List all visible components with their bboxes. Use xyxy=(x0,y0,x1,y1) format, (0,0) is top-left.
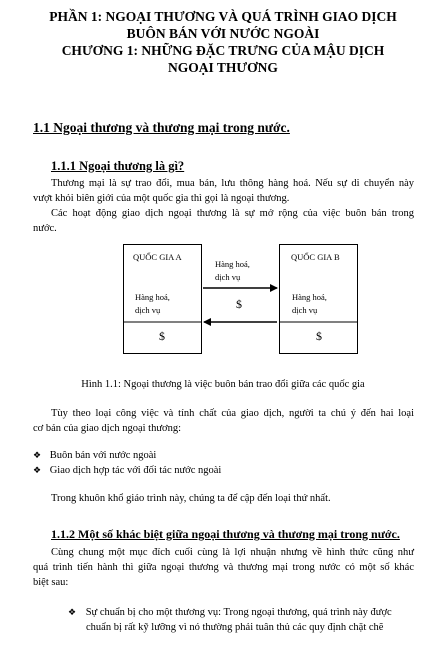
paragraph-1-line-2: vượt khỏi biên giới của một quốc gia thì gọi là ngoại thương. xyxy=(33,193,290,204)
country-b-label: QUỐC GIA B xyxy=(291,252,340,262)
middle-goods-line2: dịch vụ xyxy=(215,272,241,282)
paragraph-4: Trong khuôn khổ giáo trình này, chúng ta để cập đến loại thứ nhất. xyxy=(51,493,331,504)
chapter-title-line2: NGOẠI THƯƠNG xyxy=(168,60,278,75)
figure-caption: Hình 1.1: Ngoại thương là việc buôn bán trao đổi giữa các quốc gia xyxy=(81,379,365,390)
goods-b-line2: dịch vụ xyxy=(292,305,318,315)
dollar-sign-middle: $ xyxy=(236,297,242,311)
paragraph-3-line-2: cơ bản của giao dịch ngoại thương: xyxy=(33,423,182,434)
goods-a-line1: Hàng hoá, xyxy=(135,292,170,302)
goods-b-line1: Hàng hoá, xyxy=(292,292,327,302)
bullet-diamond-icon: ❖ xyxy=(33,450,42,460)
paragraph-5-line-3: biệt sau: xyxy=(33,577,69,588)
bullet-item xyxy=(33,448,156,463)
paragraph-3-line-1: Tùy theo loại công việc và tính chất của giao dịch, người ta chú ý đến hai loại xyxy=(51,408,414,419)
paragraph-2-line-1: Các hoạt động giao dịch ngoại thương là sự mở rộng của việc buôn bán trong xyxy=(51,208,414,219)
paragraph-1-line-1: Thương mại là sự trao đổi, mua bán, lưu thông hàng hoá. Nếu sự di chuyển này xyxy=(51,178,414,189)
bullet-item-preparation xyxy=(68,605,414,620)
country-a-box xyxy=(123,244,202,354)
bullet-diamond-icon: ❖ xyxy=(33,465,42,475)
paragraph-5-line-2: quá trình tiến hành thì giữa ngoại thương và thương mại trong nước có một số khác xyxy=(33,562,414,573)
chapter-title-line1: CHƯƠNG 1: NHỮNG ĐẶC TRƯNG CỦA MẬU DỊCH xyxy=(61,43,385,58)
goods-a-line2: dịch vụ xyxy=(135,305,161,315)
dollar-sign-b: $ xyxy=(316,329,322,343)
part-title-line2: BUÔN BÁN VỚI NƯỚC NGOÀI xyxy=(126,26,320,41)
section-heading-1-1-1: 1.1.1 Ngoại thương là gì? xyxy=(51,159,185,173)
country-b-box xyxy=(279,244,358,354)
middle-goods-line1: Hàng hoá, xyxy=(215,259,250,269)
country-a-label: QUỐC GIA A xyxy=(133,252,182,262)
section-heading-1-1: 1.1 Ngoại thương và thương mại trong nước. xyxy=(33,120,290,135)
bullet-text: Giao dịch hợp tác với đối tác nước ngoài xyxy=(49,465,222,476)
paragraph-5-line-1: Cùng chung một mục đích cuối cùng là lợi nhuận nhưng về hình thức cũng như xyxy=(51,547,414,558)
paragraph-6-line-2: chuẩn bị rất kỹ lưỡng vì nó thường phải tuân thủ các quy định chặt chẽ xyxy=(86,622,384,633)
bullet-item xyxy=(33,463,221,478)
bullet-text: Buôn bán với nước ngoài xyxy=(49,450,157,461)
dollar-sign-a: $ xyxy=(159,329,165,343)
section-heading-1-1-2: 1.1.2 Một số khác biệt giữa ngoại thương và thương mại trong nước. xyxy=(51,527,400,541)
paragraph-6-line-1: Sự chuẩn bị cho một thương vụ: Trong ngoại thương, quá trình này được xyxy=(85,607,392,618)
paragraph-2-line-2: nước. xyxy=(33,223,57,234)
bullet-diamond-icon: ❖ xyxy=(68,607,77,617)
part-title-line1: PHẦN 1: NGOẠI THƯƠNG VÀ QUÁ TRÌNH GIAO DỊCH xyxy=(49,9,397,24)
